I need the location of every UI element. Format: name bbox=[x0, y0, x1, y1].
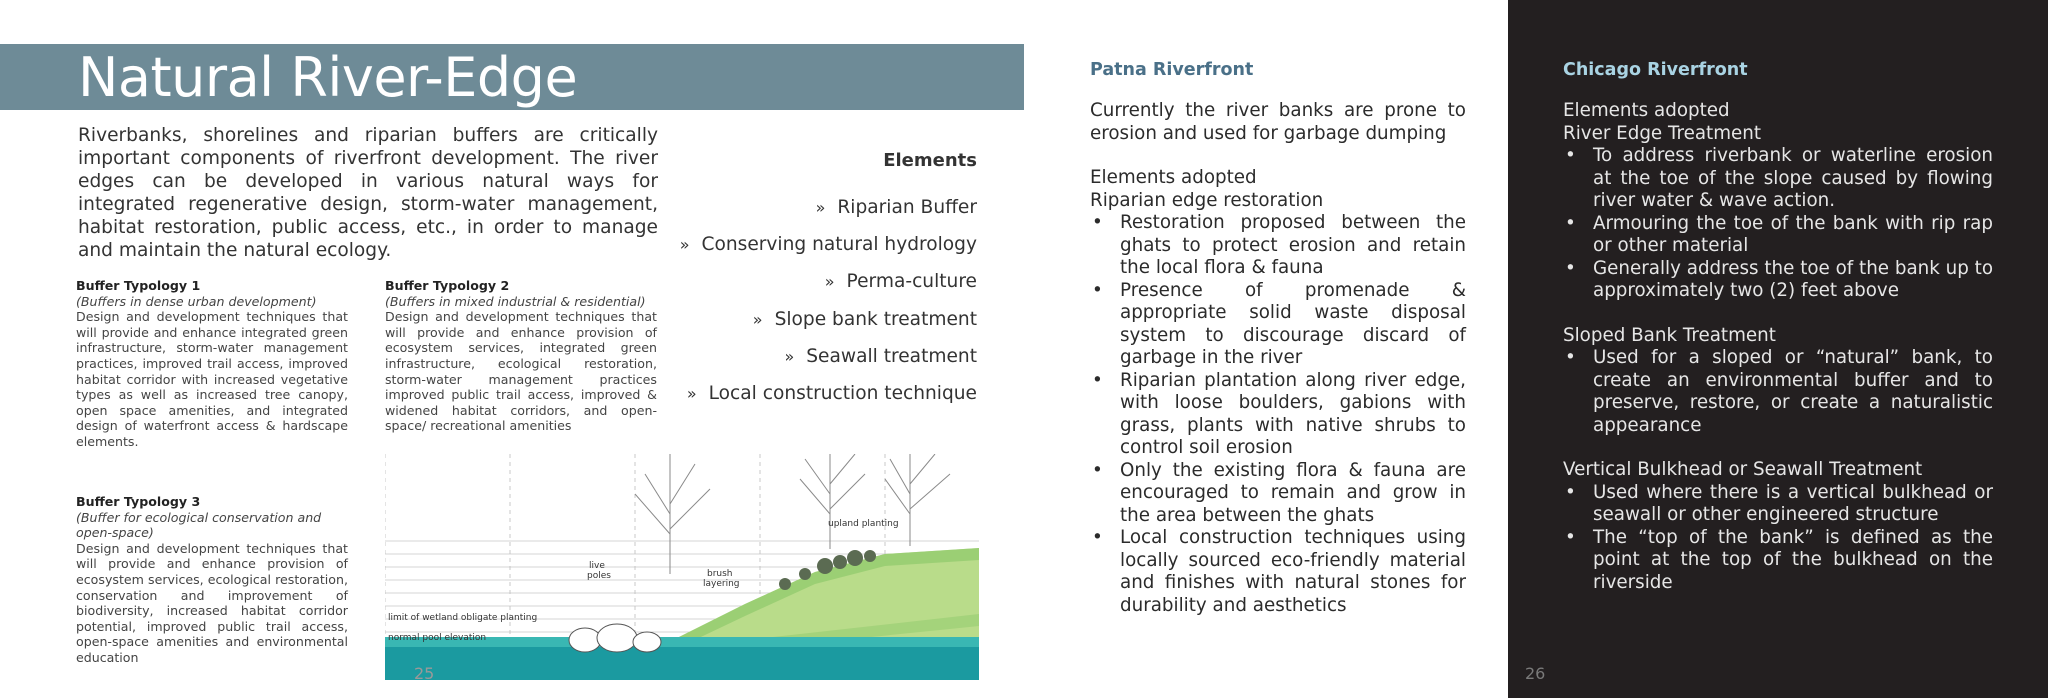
section-bullets bbox=[1563, 145, 1993, 303]
chicago-heading: Chicago Riverfront bbox=[1563, 60, 1748, 80]
buffer-typology-2 bbox=[385, 278, 657, 434]
page-title: Natural River-Edge bbox=[78, 46, 578, 109]
chevron-icon: » bbox=[752, 309, 763, 329]
list-item: • Riparian plantation along river edge, with loose boulders, gabions with grass, plants with native shrubs to control soil erosion bbox=[1092, 369, 1466, 458]
element-item bbox=[665, 263, 977, 300]
buffer-text: Design and development techniques that will provide and enhance provision of ecosystem services, ecological restoration, conservation and improvement of biodiversity, increased habitat corridor potential, improved public trail access, open-space amenities and environmental education bbox=[76, 540, 348, 665]
buffer-subtitle: (Buffers in mixed industrial & residential) bbox=[385, 293, 646, 309]
element-label: Perma-culture bbox=[846, 271, 977, 293]
buffer-subtitle: (Buffers in dense urban development) bbox=[76, 293, 317, 309]
element-item bbox=[665, 301, 977, 338]
element-label: Conserving natural hydrology bbox=[701, 234, 977, 256]
chicago-elements-adopted: Elements adopted bbox=[1563, 100, 1730, 121]
label-pool: normal pool elevation bbox=[388, 633, 487, 643]
elements-heading: Elements bbox=[883, 150, 977, 171]
section-bullets bbox=[1563, 482, 1993, 595]
patna-elements-adopted: Elements adopted bbox=[1090, 167, 1257, 188]
element-item bbox=[665, 375, 977, 412]
list-item: • Presence of promenade & appropriate solid waste disposal system to discourage discard of garbage in the river bbox=[1092, 279, 1466, 368]
bullet-icon: • bbox=[1565, 347, 1576, 368]
element-item bbox=[665, 226, 977, 263]
patna-intro: Currently the river banks are prone to erosion and used for garbage dumping bbox=[1090, 100, 1466, 144]
list-item: • Restoration proposed between the ghats to protect erosion and retain the local flora & fauna bbox=[1092, 212, 1466, 278]
bullet-icon: • bbox=[1092, 212, 1103, 233]
element-label: Slope bank treatment bbox=[774, 308, 977, 330]
buffer-title: Buffer Typology 2 bbox=[385, 278, 510, 293]
chevron-icon: » bbox=[686, 384, 697, 404]
list-item: • Armouring the toe of the bank with rip rap or other material bbox=[1565, 212, 1993, 256]
buffer-subtitle: (Buffer for ecological conservation and open-space) bbox=[76, 509, 322, 541]
buffer-typology-3 bbox=[76, 494, 348, 666]
chicago-section bbox=[1563, 60, 1993, 594]
chevron-icon: » bbox=[784, 346, 795, 366]
section-bullets bbox=[1563, 347, 1993, 437]
bullet-icon: • bbox=[1565, 145, 1576, 166]
page-number-right: 26 bbox=[1525, 664, 1546, 683]
patna-bullets bbox=[1090, 212, 1466, 617]
elements-list bbox=[665, 150, 977, 412]
list-item: • Generally address the toe of the bank up to approximately two (2) feet above bbox=[1565, 257, 1994, 301]
intro-paragraph: Riverbanks, shorelines and riparian buffers are critically important components of riverfront development. The river edges can be developed in various natural ways for integrated regenerative design, storm-water management, habitat restoration, public access, etc., in order to manage and maintain the natural ecology. bbox=[78, 125, 658, 261]
buffer-title: Buffer Typology 3 bbox=[76, 494, 201, 509]
element-label: Local construction technique bbox=[708, 383, 977, 405]
element-item bbox=[665, 338, 977, 375]
label-layering: layering bbox=[703, 579, 740, 589]
bullet-icon: • bbox=[1092, 527, 1103, 548]
list-item: • Used where there is a vertical bulkhead or seawall or other engineered structure bbox=[1565, 481, 1993, 525]
bullet-icon: • bbox=[1092, 369, 1103, 391]
section-title: Vertical Bulkhead or Seawall Treatment bbox=[1563, 459, 1923, 480]
page-number-left: 25 bbox=[414, 664, 435, 683]
list-item: • The “top of the bank” is defined as the point at the top of the bulkhead on the riverside bbox=[1565, 526, 1993, 593]
patna-section bbox=[1090, 60, 1466, 617]
bullet-icon: • bbox=[1565, 481, 1576, 503]
chevron-icon: » bbox=[815, 198, 826, 217]
bullet-icon: • bbox=[1092, 279, 1103, 301]
bullet-icon: • bbox=[1565, 212, 1576, 234]
bullet-icon: • bbox=[1565, 257, 1576, 279]
element-label: Seawall treatment bbox=[806, 345, 977, 367]
list-item: • Only the existing flora & fauna are encouraged to remain and grow in the area between the ghats bbox=[1092, 459, 1466, 526]
section-title: Sloped Bank Treatment bbox=[1563, 324, 1776, 346]
label-poles: poles bbox=[587, 571, 611, 581]
chevron-icon: » bbox=[824, 272, 835, 292]
element-label: Riparian Buffer bbox=[837, 197, 977, 218]
label-wetland: limit of wetland obligate planting bbox=[388, 613, 538, 623]
label-live: live bbox=[589, 561, 605, 571]
list-item: • To address riverbank or waterline erosion at the toe of the slope caused by flowing river water & wave action. bbox=[1565, 145, 1993, 211]
chevron-icon: » bbox=[679, 235, 690, 255]
buffer-typology-1 bbox=[76, 278, 348, 450]
title-banner bbox=[0, 44, 1024, 110]
boulders bbox=[569, 624, 661, 652]
section-title: River Edge Treatment bbox=[1563, 122, 1762, 144]
label-upland: upland planting bbox=[828, 519, 899, 529]
label-brush: brush bbox=[707, 569, 733, 579]
patna-heading: Patna Riverfront bbox=[1090, 60, 1254, 80]
buffer-text: Design and development techniques that will provide and enhance integrated green infrastructure, storm-water management practices, improved trail access, improved habitat corridor with increased vegetative types as well as increased tree canopy, open space amenities, and integrated design of waterfront access & hardscape elements. bbox=[76, 309, 348, 449]
bullet-icon: • bbox=[1092, 459, 1103, 481]
list-item: • Local construction techniques using locally sourced eco-friendly material and finishes with natural stones for durability and aesthetics bbox=[1092, 527, 1466, 616]
buffer-text: Design and development techniques that will provide and enhance provision of ecosystem services, integrated green infrastructure, ecological restoration, storm-water management practices improved public trail access, improved & widened habitat corridors, and open-space/ recreational amenities bbox=[385, 309, 657, 434]
bullet-icon: • bbox=[1565, 526, 1576, 548]
element-item bbox=[665, 189, 977, 226]
riverbank-section-diagram bbox=[385, 454, 979, 680]
list-item: • Used for a sloped or “natural” bank, to create an environmental buffer and to preserve, restore, or create a naturalistic appearance bbox=[1565, 347, 1993, 436]
buffer-title: Buffer Typology 1 bbox=[76, 278, 201, 293]
patna-subheading: Riparian edge restoration bbox=[1090, 189, 1324, 211]
